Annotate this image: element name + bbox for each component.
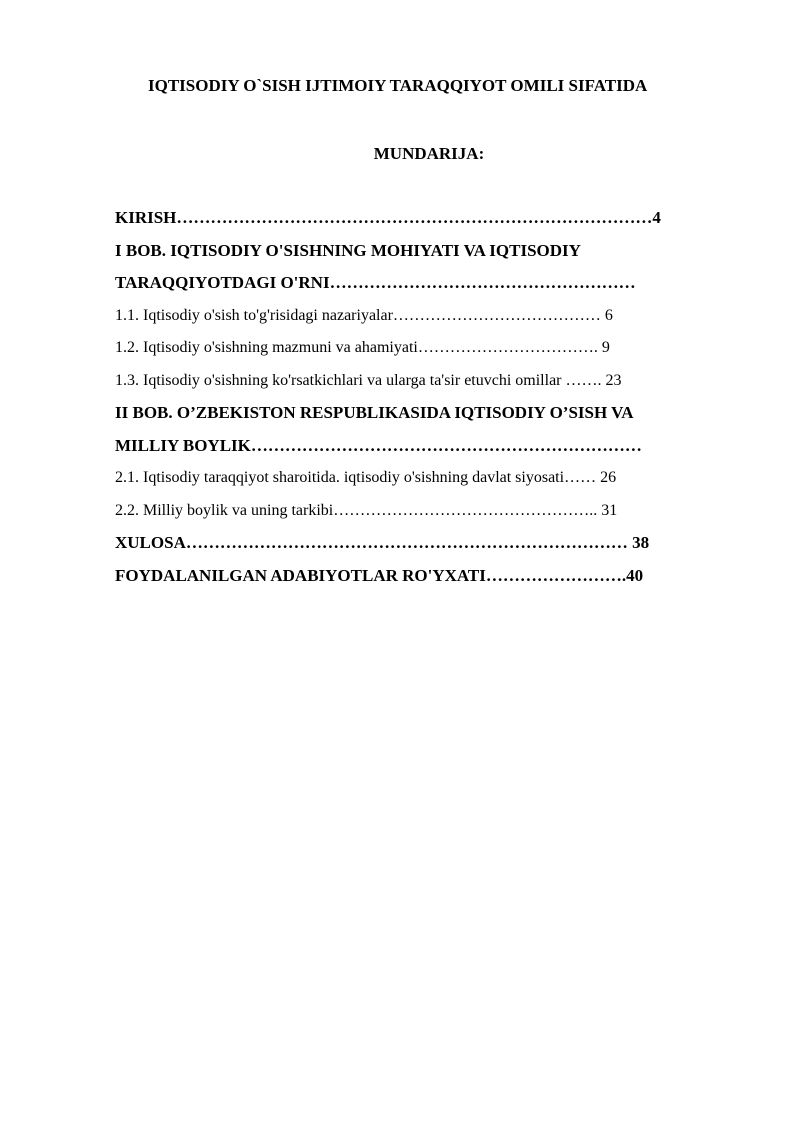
toc-entry-introduction: KIRISH…………………………………………………………………………4 xyxy=(115,208,661,227)
toc-heading: MUNDARIJA: xyxy=(373,144,485,163)
toc-entry-section-1-1: 1.1. Iqtisodiy o'sish to'g'risidagi nazariyalar………………………………… 6 xyxy=(115,306,613,324)
toc-entry-section-2-2: 2.2. Milliy boylik va uning tarkibi………………………………………….. 31 xyxy=(115,501,618,519)
toc-entry-chapter-2-line-1: II BOB. O’ZBEKISTON RESPUBLIKASIDA IQTISODIY O’SISH VA xyxy=(115,403,634,422)
document-title: IQTISODIY O`SISH IJTIMOIY TARAQQIYOT OMILI SIFATIDA xyxy=(148,76,648,95)
toc-entry-section-1-3: 1.3. Iqtisodiy o'sishning ko'rsatkichlari va ularga ta'sir etuvchi omillar ……. 23 xyxy=(115,371,622,389)
toc-entry-references: FOYDALANILGAN ADABIYOTLAR RO'YXATI…………………….40 xyxy=(115,565,644,585)
toc-entry-chapter-1-line-1: I BOB. IQTISODIY O'SISHNING MOHIYATI VA IQTISODIY xyxy=(115,240,581,260)
toc-entry-chapter-2-line-2: MILLIY BOYLIK…………………………………………………………… xyxy=(115,435,642,455)
table-of-contents xyxy=(115,204,725,594)
toc-entry-conclusion: XULOSA…………………………………………………………………… 38 xyxy=(115,533,650,552)
toc-entry-chapter-1-line-2: TARAQQIYOTDAGI O'RNI……………………………………………… xyxy=(115,273,636,292)
toc-entry-section-2-1: 2.1. Iqtisodiy taraqqiyot sharoitida. iqtisodiy o'sishning davlat siyosati…… 26 xyxy=(115,469,617,486)
toc-entry-section-1-2: 1.2. Iqtisodiy o'sishning mazmuni va ahamiyati……………………………. 9 xyxy=(115,339,610,356)
